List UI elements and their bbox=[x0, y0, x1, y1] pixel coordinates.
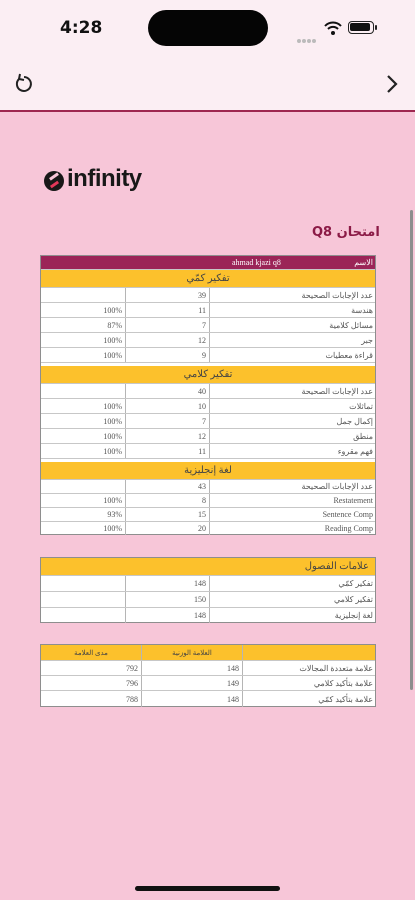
percent-value: 100% bbox=[103, 524, 122, 533]
table-row bbox=[41, 661, 375, 676]
range-value: 792 bbox=[126, 663, 138, 673]
section-total-row bbox=[41, 384, 375, 399]
weighted-value: 149 bbox=[141, 676, 242, 690]
scrollbar[interactable] bbox=[410, 210, 413, 690]
percent-value: 100% bbox=[103, 335, 122, 345]
percent-value: 100% bbox=[103, 305, 122, 315]
total-label: عدد الإجابات الصحيحة bbox=[209, 288, 376, 302]
row-label: تماثلات bbox=[209, 399, 376, 413]
percent-value: 100% bbox=[103, 416, 122, 426]
row-label: تفكير كلامي bbox=[209, 592, 376, 607]
table-row bbox=[41, 348, 375, 363]
count-value: 7 bbox=[125, 318, 209, 332]
table-row bbox=[41, 691, 375, 707]
name-label: الاسم bbox=[354, 258, 373, 267]
count-value: 12 bbox=[125, 429, 209, 443]
home-indicator[interactable] bbox=[135, 886, 280, 891]
weighted-header: العلامة الوزنية bbox=[141, 645, 242, 660]
table-row bbox=[41, 608, 375, 623]
range-value: 796 bbox=[126, 678, 138, 688]
percent-value: 93% bbox=[107, 510, 122, 519]
percent-value: 100% bbox=[103, 496, 122, 505]
table-row bbox=[41, 333, 375, 348]
label-header bbox=[242, 645, 376, 660]
row-label: Reading Comp bbox=[209, 522, 376, 535]
count-value: 7 bbox=[125, 414, 209, 428]
row-label: جبر bbox=[209, 333, 376, 347]
section-title: تفكير كمّي bbox=[186, 273, 230, 284]
percent-value: 100% bbox=[103, 446, 122, 456]
row-label: مسائل كلامية bbox=[209, 318, 376, 332]
count-value: 11 bbox=[125, 303, 209, 317]
chapter-scores-table bbox=[40, 557, 376, 623]
section-total-row bbox=[41, 480, 375, 494]
exam-title: امتحان Q8 bbox=[312, 225, 380, 240]
score-value: 148 bbox=[125, 608, 209, 623]
row-label: قراءة معطيات bbox=[209, 348, 376, 362]
battery-icon bbox=[348, 21, 374, 34]
percent-value: 100% bbox=[103, 350, 122, 360]
row-label: Restatement bbox=[209, 494, 376, 507]
range-header: مدى العلامة bbox=[74, 648, 108, 657]
score-value: 148 bbox=[125, 576, 209, 591]
table-row bbox=[41, 399, 375, 414]
range-value: 788 bbox=[126, 694, 138, 704]
section-header bbox=[41, 558, 375, 576]
results-table bbox=[40, 255, 376, 535]
table-row bbox=[41, 676, 375, 691]
percent-value: 87% bbox=[107, 320, 122, 330]
row-label: لغة إنجليزية bbox=[209, 608, 376, 623]
chevron-right-icon[interactable] bbox=[380, 72, 404, 96]
table-row bbox=[41, 522, 375, 535]
section-header bbox=[41, 366, 375, 384]
score-value: 150 bbox=[125, 592, 209, 607]
weighted-value: 148 bbox=[141, 691, 242, 707]
count-value: 20 bbox=[125, 522, 209, 535]
nav-divider bbox=[0, 110, 415, 112]
final-scores-table bbox=[40, 644, 376, 707]
count-value: 15 bbox=[125, 508, 209, 521]
name-value: ahmad kjazi q8 bbox=[232, 258, 281, 267]
reload-icon[interactable] bbox=[12, 72, 36, 96]
section-total-row bbox=[41, 288, 375, 303]
table-row bbox=[41, 592, 375, 608]
table-row bbox=[41, 414, 375, 429]
count-value: 11 bbox=[125, 444, 209, 458]
table-row bbox=[41, 494, 375, 508]
final-scores-header bbox=[41, 645, 375, 661]
section-title: تفكير كلامي bbox=[183, 369, 233, 380]
table-row bbox=[41, 429, 375, 444]
percent-value: 100% bbox=[103, 431, 122, 441]
row-label: فهم مقروء bbox=[209, 444, 376, 458]
brand-logo bbox=[44, 165, 164, 196]
section-title: لغة إنجليزية bbox=[184, 465, 232, 476]
table-row bbox=[41, 318, 375, 333]
table-row bbox=[41, 303, 375, 318]
wifi-icon bbox=[324, 20, 342, 36]
count-value: 12 bbox=[125, 333, 209, 347]
total-label: عدد الإجابات الصحيحة bbox=[209, 384, 376, 398]
student-name-row bbox=[41, 256, 375, 270]
table-row bbox=[41, 576, 375, 592]
table-row bbox=[41, 444, 375, 459]
count-value: 8 bbox=[125, 494, 209, 507]
row-label: Sentence Comp bbox=[209, 508, 376, 521]
count-value: 10 bbox=[125, 399, 209, 413]
row-label: علامة متعددة المجالات bbox=[242, 661, 376, 675]
logo-mark-icon bbox=[44, 171, 64, 191]
weighted-value: 148 bbox=[141, 661, 242, 675]
total-value: 39 bbox=[125, 288, 209, 302]
dynamic-island bbox=[148, 10, 268, 46]
total-label: عدد الإجابات الصحيحة bbox=[209, 480, 376, 493]
signal-icon bbox=[297, 28, 317, 34]
row-label: منطق bbox=[209, 429, 376, 443]
chapter-scores-title: علامات الفصول bbox=[304, 561, 369, 572]
percent-value: 100% bbox=[103, 401, 122, 411]
section-header bbox=[41, 270, 375, 288]
total-value: 43 bbox=[125, 480, 209, 493]
table-row bbox=[41, 508, 375, 522]
total-value: 40 bbox=[125, 384, 209, 398]
section-header bbox=[41, 462, 375, 480]
row-label: تفكير كمّي bbox=[209, 576, 376, 591]
count-value: 9 bbox=[125, 348, 209, 362]
row-label: علامة بتأكيد كلامي bbox=[242, 676, 376, 690]
row-label: علامة بتأكيد كمّي bbox=[242, 691, 376, 707]
status-time: 4:28 bbox=[60, 18, 103, 38]
row-label: إكمال جمل bbox=[209, 414, 376, 428]
top-bar bbox=[0, 0, 415, 112]
row-label: هندسة bbox=[209, 303, 376, 317]
brand-name: infinity bbox=[67, 165, 142, 192]
